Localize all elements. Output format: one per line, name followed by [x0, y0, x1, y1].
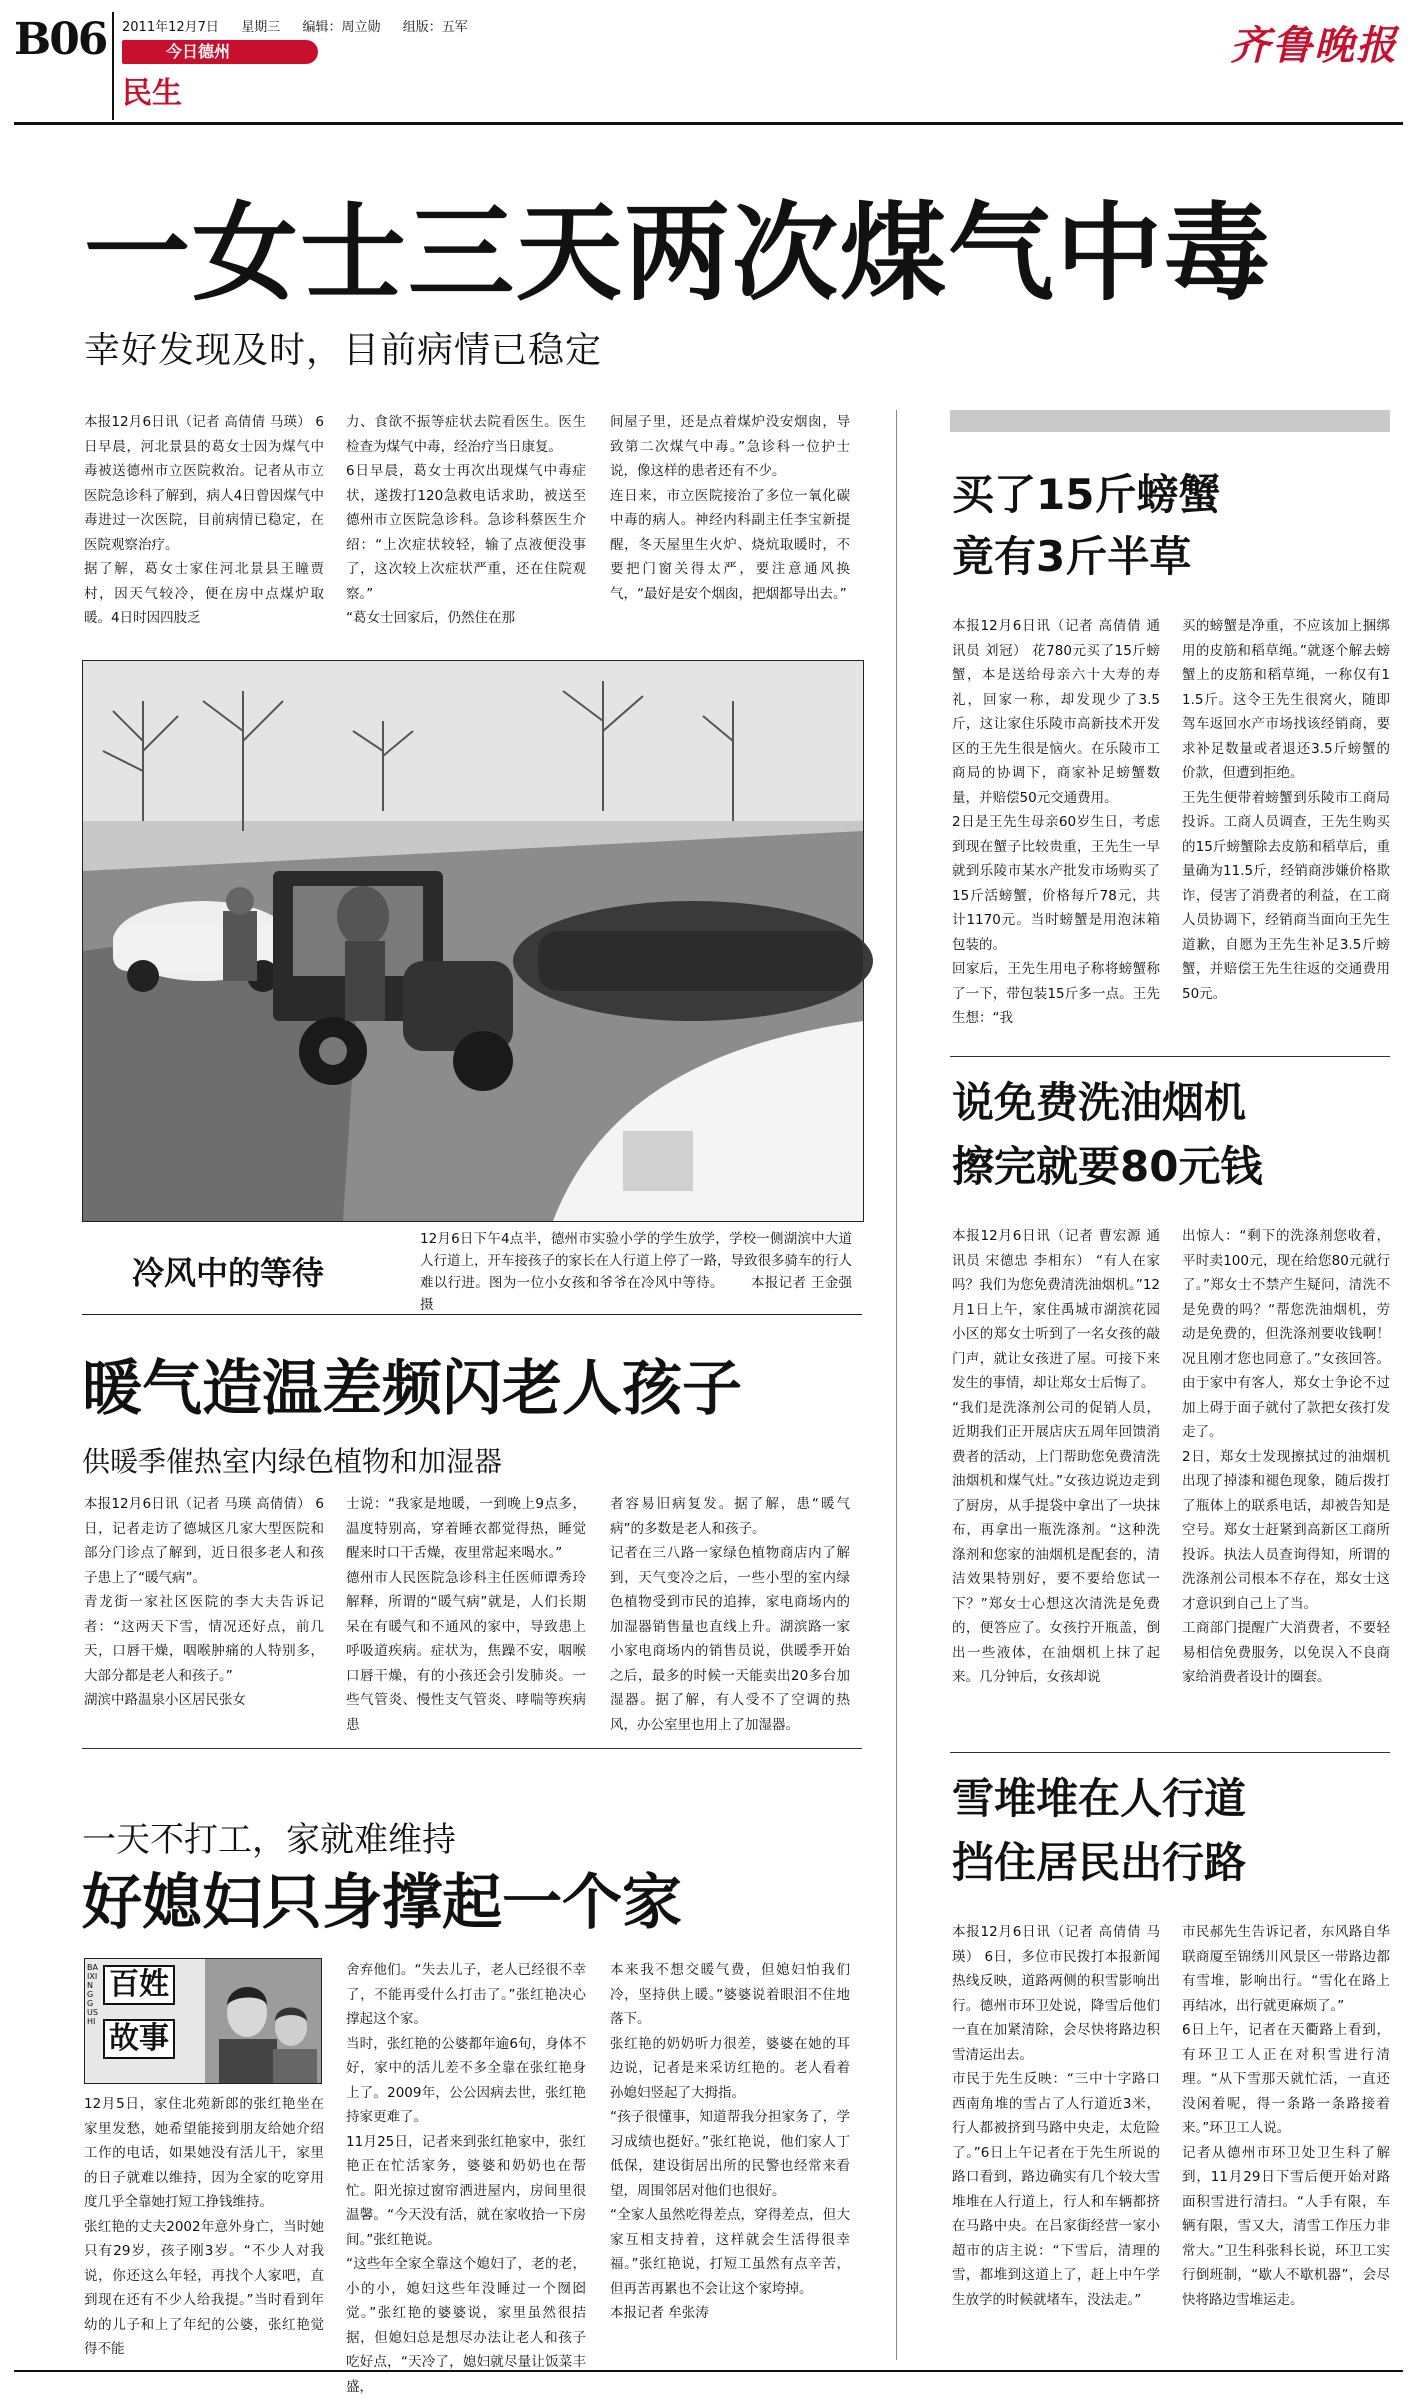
- lead-subheadline: 幸好发现及时，目前病情已稳定: [84, 330, 603, 371]
- section-tag-label: 今日德州: [166, 42, 231, 61]
- crab-bottom-rule: [950, 1056, 1390, 1057]
- street-photo: [82, 660, 864, 1222]
- photo-credit: 本报记者 王金强 摄: [420, 1275, 853, 1313]
- heating-bottom-rule: [82, 1748, 862, 1749]
- hood-bottom-rule: [950, 1752, 1390, 1753]
- header-divider: [112, 12, 114, 120]
- heating-column-3: 者容易旧病复发。据了解，患“暖气病”的多数是老人和孩子。 记者在三八路一家绿色植物商店内了解到，天气变冷之后，一些小型的室内绿色植物受到市民的追捧，家电商场内的加湿器销售量也直线上升。湖滨路一家小家电商场内的销售员说，供暖季开始之后，最多的时候一天能卖出20多台加湿器。据了解，有人受不了空调的热风，办公室里也用上了加湿器。: [610, 1496, 850, 1733]
- hood-column-2: 出惊人：“剩下的洗涤剂您收着，平时卖100元，现在给您80元就行了。”郑女士不禁产生疑问，清洗不是免费的吗？“帮您洗油烟机，劳动是免费的，但洗涤剂要收钱啊！况且刚才您也同意了。”女孩回答。由于家中有客人，郑女士争论不过加上碍于面子就付了款把女孩打发走了。 2日，郑女士发现擦拭过的油烟机出现了掉漆和褪色现象，随后拨打了瓶体上的联系电话，却被告知是空号。郑女士赶紧到高新区工商所投诉。执法人员查询得知，所谓的洗涤剂公司根本不存在，郑女士这才意识到自己上了当。 工商部门提醒广大消费者，不要轻易相信免费服务，以免误入不良商家给消费者设计的圈套。: [1182, 1228, 1390, 1685]
- hood-headline-2: 擦完就要80元钱: [952, 1142, 1263, 1191]
- photo-caption-text: [420, 1228, 852, 1316]
- lead-column-1: 本报12月6日讯（记者 高倩倩 马瑛） 6日早晨，河北景县的葛女士因为煤气中毒被送德州市立医院救治。记者从市立医院急诊科了解到，病人4日曾因煤气中毒进过一次医院，目前病情已稳定，在医院观察治疗。 据了解，葛女士家住河北景县王瞳贾村，因天气较冷，便在房中点煤炉取暖。4日时因四肢乏: [84, 414, 324, 626]
- editor-credit: 编辑：周立勋: [302, 20, 381, 35]
- daughter-headline: 好媳妇只身撑起一个家: [82, 1868, 682, 1938]
- photo-caption-body: 12月6日下午4点半，德州市实验小学的学生放学，学校一侧湖滨中大道人行道上，开车接孩子的家长在人行道上停了一路，导致很多骑车的行人难以行进。图为一位小女孩和爷爷在冷风中等待。: [420, 1231, 852, 1291]
- heating-headline: 暖气造温差频闪老人孩子: [82, 1354, 742, 1424]
- story-badge-pinyin: BAIXINGGUSHI: [87, 1963, 98, 2026]
- daughter-kicker: 一天不打工，家就难维持: [82, 1820, 456, 1860]
- crab-column-2: 买的螃蟹是净重，不应该加上捆绑用的皮筋和稻草绳。”就逐个解去螃蟹上的皮筋和稻草绳，一称仅有11.5斤。这令王先生很窝火，随即驾车返回水产市场找该经销商，要求补足数量或者退还3.5斤螃蟹的价款，但遭到拒绝。 王先生便带着螃蟹到乐陵市工商局投诉。工商人员调查，王先生购买的15斤螃蟹除去皮筋和稻草后，重量确为11.5斤，经销商涉嫌价格欺诈，侵害了消费者的利益，在工商人员协调下，经销商当面向王先生道歉，自愿为王先生补足3.5斤螃蟹，并赔偿王先生往返的交通费用50元。: [1182, 618, 1390, 1002]
- section-tag: [122, 40, 318, 64]
- issue-weekday: 星期三: [241, 20, 281, 35]
- daughter-column-1: 12月5日，家住北苑新郎的张红艳坐在家里发愁，她希望能接到朋友给她介绍工作的电话，如果她没有活儿干，家里的日子就难以维持，因为全家的吃穿用度几乎全靠她打短工挣钱维持。 张红艳的丈夫2002年意外身亡，当时她只有29岁，孩子刚3岁。“不少人对我说，你还这么年轻，再找个人家吧，直到现在还有不少人给我提。”当时看到年幼的儿子和上了年纪的公婆，张红艳觉得不能: [84, 2096, 324, 2357]
- snow-column-2: 市民郝先生告诉记者，东风路自华联商厦至锦绣川风景区一带路边都有雪堆，影响出行。“雪化在路上再结冰，出行就更麻烦了。” 6日上午，记者在天衢路上看到，有环卫工人正在对积雪进行清理。“从下雪那天就忙活，一直还没闲着呢，得一条路一条路接着来。”环卫工人说。 记者从德州市环卫处卫生科了解到，11月29日下雪后便开始对路面积雪进行清扫。“人手有限，车辆有限，雪又大，清雪工作压力非常大。”卫生科张科长说，环卫工实行倒班制，“歇人不歇机器”，会尽快将路边雪堆运走。: [1182, 1924, 1390, 2308]
- right-rail-bar: [950, 410, 1390, 432]
- heating-column-2: 士说：“我家是地暖，一到晚上9点多，温度特别高，穿着睡衣都觉得热，睡觉醒来时口干舌燥，夜里常起来喝水。” 德州市人民医院急诊科主任医师谭秀玲解释，所谓的“暖气病”就是，人们长期呆在有暖气和不通风的家中，导致患上呼吸道疾病。症状为，焦躁不安，咽喉口唇干燥，有的小孩还会引发肺炎。一些气管炎、慢性支气管炎、哮喘等疾病患: [346, 1496, 586, 1733]
- lead-column-3: 间屋子里，还是点着煤炉没安烟囱，导致第二次煤气中毒。”急诊科一位护士说，像这样的患者还有不少。 连日来，市立医院接治了多位一氧化碳中毒的病人。神经内科副主任李宝新提醒，冬天屋里生火炉、烧炕取暖时，不要把门窗关得太严，要注意通风换气，“最好是安个烟囱，把烟都导出去。”: [610, 414, 850, 602]
- daughter-column-2: 舍弃他们。“失去儿子，老人已经很不幸了，不能再受什么打击了。”张红艳决心撑起这个家。 当时，张红艳的公婆都年逾6旬，身体不好，家中的活儿差不多全靠在张红艳身上了。2009年，公公因病去世，张红艳持家更难了。 11月25日，记者来到张红艳家中，张红艳正在忙活家务，婆婆和奶奶也在帮忙。阳光掠过窗帘洒进屋内，房间里很温馨。“今天没有活，就在家收拾一下房间。”张红艳说。 “这些年全家全靠这个媳妇了，老的老，小的小，媳妇这些年没睡过一个囫囵觉。”张红艳的婆婆说，家里虽然很拮据，但媳妇总是想尽办法让老人和孩子吃好点，“天冷了，媳妇就尽量让饭菜丰盛，: [346, 1962, 586, 2395]
- hood-headline-1: 说免费洗油烟机: [952, 1078, 1247, 1127]
- daughter-column-3: 本来我不想交暖气费，但媳妇怕我们冷，坚持供上暖。”婆婆说着眼泪不住地落下。 张红艳的奶奶听力很差，婆婆在她的耳边说，记者是来采访红艳的。老人看着孙媳妇竖起了大拇指。 “孩子很懂事，知道帮我分担家务了，学习成绩也挺好。”张红艳说，他们家人丁低保，建设街居出所的民警也经常来看望，周围邻居对他们也很好。 “全家人虽然吃得差点，穿得差点，但大家互相支持着，这样就会生活得很幸福。”张红艳说，打短工虽然有点辛苦，但再苦再累也不会让这个家垮掉。 本报记者 牟张涛: [610, 1962, 850, 2321]
- heating-subheadline: 供暖季催热室内绿色植物和加湿器: [82, 1445, 503, 1478]
- lead-column-2: 力、食欲不振等症状去院看医生。医生检查为煤气中毒，经治疗当日康复。 6日早晨，葛女士再次出现煤气中毒症状，遂拨打120急救电话求助，被送至德州市立医院急诊科。急诊科蔡医生介绍：“上次症状较轻，输了点液便没事了，这次较上次症状严重，还在住院观察。” “葛女士回家后，仍然住在那: [346, 414, 586, 626]
- story-badge-bottom: 故事: [103, 2019, 175, 2059]
- issue-info: [122, 16, 468, 35]
- snow-column-1: 本报12月6日讯（记者 高倩倩 马瑛） 6日，多位市民拨打本报新闻热线反映，道路两侧的积雪影响出行。德州市环卫处说，降雪后他们一直在加紧清除，会尽快将路边积雪清运出去。 市民于先生反映：“三中十字路口西南角堆的雪占了人行道近3米，行人都被挤到马路中央走，太危险了。”6日上午记者在于先生所说的路口看到，路边确实有几个较大雪堆堆在人行道上，行人和车辆都挤在马路中央。在吕家街经营一家小超市的店主说：“下雪后，清理的雪，都堆到这道上了，赶上中午学生放学的时候就堵车，没法走。”: [952, 1924, 1160, 2308]
- heating-column-1: 本报12月6日讯（记者 马瑛 高倩倩） 6日，记者走访了德城区几家大型医院和部分门诊点了解到，近日很多老人和孩子患上了“暖气病”。 青龙街一家社区医院的李大夫告诉记者：“这两天下雪，情况还好点，前几天，口唇干燥，咽喉肿痛的人特别多，大部分都是老人和孩子。” 湖滨中路温泉小区居民张女: [84, 1496, 324, 1708]
- crab-headline-2: 竟有3斤半草: [952, 532, 1192, 581]
- newspaper-logo: 齐鲁晚报: [1230, 22, 1398, 69]
- story-badge-top: 百姓: [103, 1965, 175, 2005]
- hood-column-1: 本报12月6日讯（记者 曹宏源 通讯员 宋德忠 李相东） “有人在家吗？我们为您免费清洗油烟机。”12月1日上午，家住禹城市湖滨花园小区的郑女士听到了一名女孩的敲门声，就让女孩进了屋。可接下来发生的事情，却让郑女士后悔了。 “我们是洗涤剂公司的促销人员，近期我们正开展店庆五周年回馈消费者的活动，上门帮助您免费清洗油烟机和煤气灶。”女孩边说边走到了厨房，从手提袋中拿出了一块抹布，再拿出一瓶洗涤剂。“这种洗涤剂和您家的油烟机是配套的，清洁效果特别好，要不要给您试一下？”郑女士心想这次清洗是免费的，便答应了。女孩拧开瓶盖，倒出一些液体，在油烟机上抹了起来。几分钟后，女孩却说: [952, 1228, 1160, 1685]
- column-separator: [896, 410, 897, 2360]
- layout-credit: 组版：五军: [402, 20, 468, 35]
- page-number: B06: [14, 14, 107, 65]
- page-bottom-rule: [14, 2370, 1403, 2372]
- masthead-rule: [14, 122, 1403, 125]
- crab-headline-1: 买了15斤螃蟹: [952, 470, 1221, 519]
- street-photo-illustration: [83, 661, 863, 1221]
- section-name: 民生: [122, 76, 182, 111]
- snow-headline-2: 挡住居民出行路: [952, 1838, 1247, 1887]
- photo-caption-title: 冷风中的等待: [132, 1254, 325, 1292]
- lead-headline: 一女士三天两次煤气中毒: [84, 192, 1272, 315]
- crab-column-1: 本报12月6日讯（记者 高倩倩 通讯员 刘冠） 花780元买了15斤螃蟹，本是送给母亲六十大寿的寿礼，回家一称，却发现少了3.5斤，这让家住乐陵市高新技术开发区的王先生很是恼火。在乐陵市工商局的协调下，商家补足螃蟹数量，并赔偿50元交通费用。 2日是王先生母亲60岁生日，考虑到现在蟹子比较贵重，王先生一早就到乐陵市某水产批发市场购买了15斤活螃蟹，价格每斤78元，共计1170元。当时螃蟹是用泡沫箱包装的。 回家后，王先生用电子称将螃蟹称了一下，带包装15斤多一点。王先生想：“我: [952, 618, 1160, 1026]
- story-portrait: [205, 1959, 321, 2083]
- story-badge: [84, 1958, 322, 2084]
- issue-date: 2011年12月7日: [122, 20, 219, 35]
- snow-headline-1: 雪堆堆在人行道: [952, 1774, 1247, 1823]
